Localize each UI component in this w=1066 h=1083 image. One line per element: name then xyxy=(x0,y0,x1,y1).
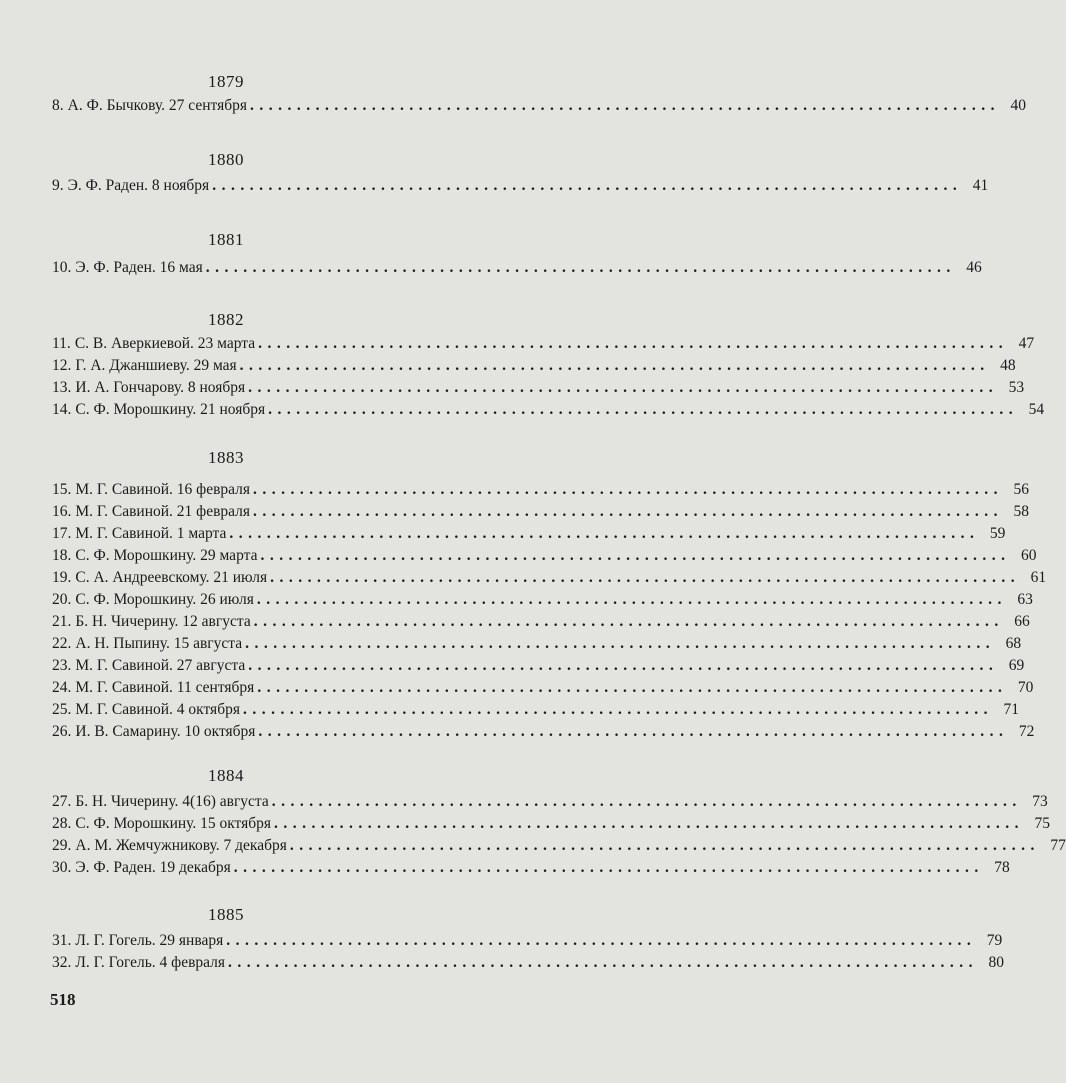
leader-dots: ................................................................................ xyxy=(253,613,1004,630)
leader-dots: ................................................................................ xyxy=(271,793,1022,810)
entry-number: 31. xyxy=(52,932,72,949)
entry-number: 18. xyxy=(52,547,72,564)
entry-text: М. Г. Савиной. 4 октября xyxy=(75,701,240,718)
entry-page: 56 xyxy=(1013,481,1030,498)
leader-dots: ................................................................................ xyxy=(248,657,999,674)
toc-entry xyxy=(52,335,1035,357)
toc-entry xyxy=(52,657,1025,679)
leader-dots: ................................................................................ xyxy=(226,932,977,949)
leader-dots: ................................................................................ xyxy=(258,335,1009,352)
leader-dots: ................................................................................ xyxy=(250,97,1000,114)
leader-dots: ................................................................................ xyxy=(289,837,1040,854)
entry-text: Э. Ф. Раден. 19 декабря xyxy=(75,859,231,876)
entry-page: 79 xyxy=(986,932,1003,949)
year-heading: 1881 xyxy=(208,230,244,249)
entry-number: 28. xyxy=(52,815,72,832)
entry-text: Л. Г. Гогель. 4 февраля xyxy=(75,954,226,971)
year-heading: 1884 xyxy=(208,766,244,785)
entry-number: 16. xyxy=(52,503,72,520)
toc-entry xyxy=(52,723,1035,745)
page-number: 518 xyxy=(50,990,76,1009)
entry-number: 29. xyxy=(52,837,72,854)
toc-entry xyxy=(52,679,1034,701)
toc-entry xyxy=(52,837,1066,859)
year-heading: 1883 xyxy=(208,448,244,467)
entry-page: 71 xyxy=(1003,701,1019,718)
toc-entry xyxy=(52,525,1006,547)
entry-number: 27. xyxy=(52,793,72,810)
entry-page: 58 xyxy=(1013,503,1030,520)
entry-text: М. Г. Савиной. 11 сентября xyxy=(75,679,255,696)
entry-page: 63 xyxy=(1017,591,1033,608)
entry-text: С. Ф. Морошкину. 29 марта xyxy=(75,547,258,564)
entry-number: 8. xyxy=(52,97,64,114)
leader-dots: ................................................................................ xyxy=(253,503,1004,520)
entry-number: 30. xyxy=(52,859,72,876)
entry-page: 48 xyxy=(1000,357,1016,374)
toc-entry xyxy=(52,793,1048,815)
toc-entry xyxy=(52,357,1016,379)
leader-dots: ................................................................................ xyxy=(260,547,1011,564)
leader-dots: ................................................................................ xyxy=(257,679,1008,696)
entry-number: 26. xyxy=(52,723,72,740)
toc-entry xyxy=(52,613,1030,635)
leader-dots: ................................................................................ xyxy=(205,259,956,276)
entry-number: 20. xyxy=(52,591,72,608)
entry-text: Л. Г. Гогель. 29 января xyxy=(75,932,224,949)
entry-number: 11. xyxy=(52,335,71,352)
entry-text: А. Н. Пыпину. 15 августа xyxy=(75,635,243,652)
toc-entry xyxy=(52,97,1026,119)
year-heading: 1885 xyxy=(208,905,244,924)
toc-entry xyxy=(52,701,1019,723)
entry-text: С. Ф. Морошкину. 21 ноября xyxy=(75,401,266,418)
entry-page: 47 xyxy=(1018,335,1035,352)
entry-text: Э. Ф. Раден. 16 мая xyxy=(75,259,203,276)
toc-entry xyxy=(52,401,1045,423)
entry-text: М. Г. Савиной. 16 февраля xyxy=(75,481,251,498)
entry-number: 10. xyxy=(52,259,72,276)
entry-number: 12. xyxy=(52,357,72,374)
entry-page: 80 xyxy=(988,954,1005,971)
entry-text: С. Ф. Морошкину. 15 октября xyxy=(75,815,272,832)
entry-text: Б. Н. Чичерину. 4(16) августа xyxy=(75,793,269,810)
entry-page: 68 xyxy=(1005,635,1022,652)
entry-text: С. Ф. Морошкину. 26 июля xyxy=(75,591,254,608)
leader-dots: ................................................................................ xyxy=(233,859,984,876)
year-heading: 1882 xyxy=(208,310,244,329)
entry-text: С. А. Андреевскому. 21 июля xyxy=(75,569,268,586)
entry-page: 54 xyxy=(1028,401,1045,418)
entry-number: 24. xyxy=(52,679,72,696)
entry-page: 72 xyxy=(1018,723,1035,740)
entry-number: 14. xyxy=(52,401,72,418)
entry-page: 59 xyxy=(989,525,1006,542)
entry-number: 23. xyxy=(52,657,72,674)
entry-page: 77 xyxy=(1050,837,1066,854)
toc-entry xyxy=(52,591,1033,613)
entry-number: 17. xyxy=(52,525,72,542)
toc-entry xyxy=(52,259,982,281)
year-heading: 1880 xyxy=(208,150,244,169)
entry-text: М. Г. Савиной. 1 марта xyxy=(75,525,227,542)
entry-text: М. Г. Савиной. 27 августа xyxy=(75,657,246,674)
leader-dots: ................................................................................ xyxy=(228,954,979,971)
leader-dots: ................................................................................ xyxy=(256,591,1007,608)
entry-page: 53 xyxy=(1008,379,1025,396)
leader-dots: ................................................................................ xyxy=(239,357,990,374)
entry-text: Б. Н. Чичерину. 12 августа xyxy=(75,613,251,630)
entry-text: И. В. Самарину. 10 октября xyxy=(75,723,256,740)
entry-number: 9. xyxy=(52,177,64,194)
entry-page: 40 xyxy=(1010,97,1026,114)
leader-dots: ................................................................................ xyxy=(242,701,993,718)
toc-entry xyxy=(52,815,1051,837)
entry-page: 46 xyxy=(966,259,982,276)
toc-entry xyxy=(52,379,1025,401)
entry-page: 70 xyxy=(1017,679,1034,696)
entry-page: 41 xyxy=(972,177,989,194)
leader-dots: ................................................................................ xyxy=(274,815,1025,832)
entry-text: С. В. Аверкиевой. 23 марта xyxy=(74,335,256,352)
toc-entry xyxy=(52,503,1030,525)
entry-page: 69 xyxy=(1008,657,1025,674)
entry-page: 75 xyxy=(1034,815,1051,832)
entry-number: 15. xyxy=(52,481,72,498)
entry-text: И. А. Гончарову. 8 ноября xyxy=(75,379,246,396)
leader-dots: ................................................................................ xyxy=(268,401,1019,418)
entry-number: 21. xyxy=(52,613,72,630)
entry-number: 25. xyxy=(52,701,72,718)
leader-dots: ................................................................................ xyxy=(253,481,1004,498)
entry-page: 78 xyxy=(994,859,1010,876)
toc-entry xyxy=(52,954,1005,976)
toc-entry xyxy=(52,481,1030,503)
toc-entry xyxy=(52,569,1047,591)
leader-dots: ................................................................................ xyxy=(258,723,1009,740)
leader-dots: ................................................................................ xyxy=(248,379,999,396)
entry-text: Г. А. Джаншиеву. 29 мая xyxy=(75,357,237,374)
entry-page: 73 xyxy=(1032,793,1048,810)
entry-text: М. Г. Савиной. 21 февраля xyxy=(75,503,251,520)
leader-dots: ................................................................................ xyxy=(270,569,1021,586)
leader-dots: ................................................................................ xyxy=(212,177,963,194)
entry-page: 60 xyxy=(1020,547,1037,564)
year-heading: 1879 xyxy=(208,72,244,91)
entry-number: 22. xyxy=(52,635,72,652)
toc-entry xyxy=(52,635,1022,657)
entry-text: Э. Ф. Раден. 8 ноября xyxy=(67,177,210,194)
entry-page: 66 xyxy=(1014,613,1030,630)
entry-number: 32. xyxy=(52,954,72,971)
entry-number: 13. xyxy=(52,379,72,396)
entry-number: 19. xyxy=(52,569,72,586)
entry-text: А. Ф. Бычкову. 27 сентября xyxy=(67,97,247,114)
entry-text: А. М. Жемчужникову. 7 декабря xyxy=(75,837,287,854)
entry-page: 61 xyxy=(1030,569,1047,586)
leader-dots: ................................................................................ xyxy=(245,635,996,652)
leader-dots: ................................................................................ xyxy=(229,525,980,542)
toc-entry xyxy=(52,177,989,199)
toc-entry xyxy=(52,547,1037,569)
toc-entry xyxy=(52,859,1010,881)
toc-entry xyxy=(52,932,1003,954)
